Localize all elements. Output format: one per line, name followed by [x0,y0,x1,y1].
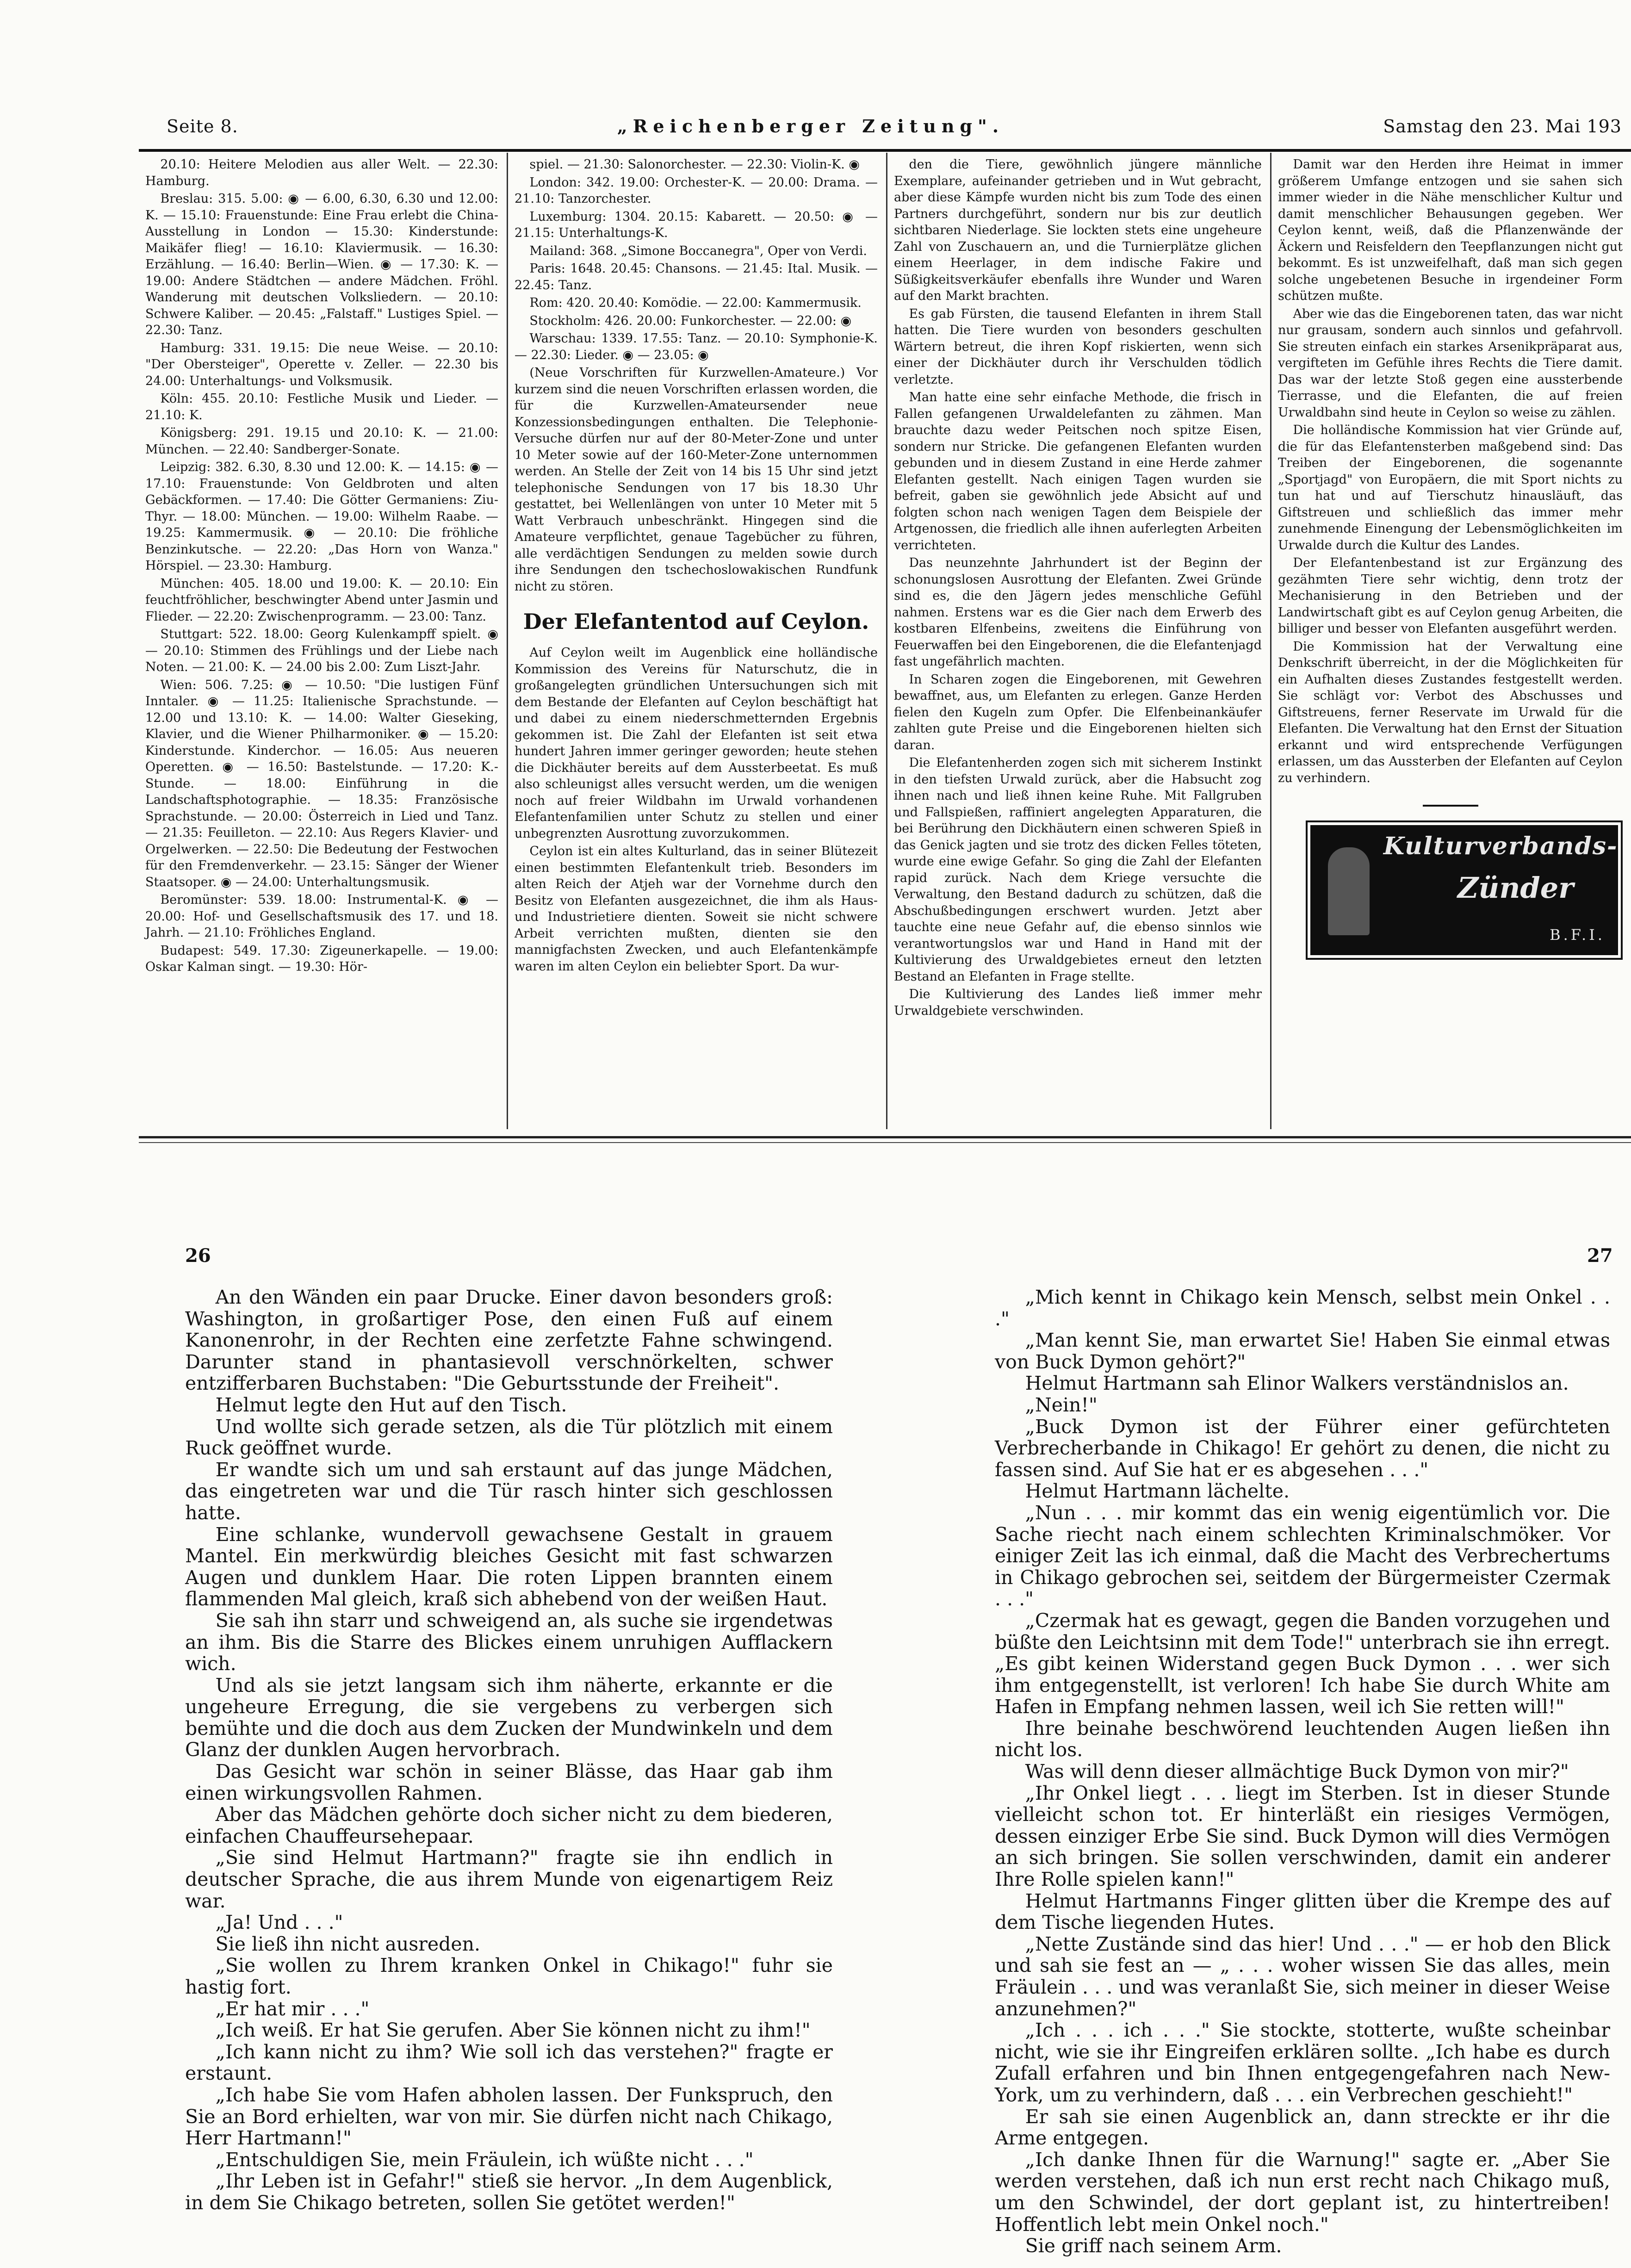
novel-paragraph: Sie sah ihn starr und schweigend an, als suche sie irgendetwas an ihm. Bis die Starre des Blickes einem unruhigen Aufflackern wich. [185,1609,833,1675]
page-header [167,116,1622,143]
radio-notices-column [507,153,886,1129]
advert-line-1: Kulturverbands- [1383,832,1618,860]
article-continued-column [1270,153,1631,1129]
novel-paragraph: „Nein!" [1025,1393,1098,1416]
novel-page-left [185,1286,833,2214]
novel-paragraph: „Ich weiß. Er hat Sie gerufen. Aber Sie können nicht zu ihm!" [215,2019,811,2042]
advert-line-3: B.F.I. [1550,926,1605,944]
novel-paragraph: „Czermak hat es gewagt, gegen die Banden vorzugehen und büßte den Leichtsinn mit dem Tode!" unterbrach sie ihn erregt. „Es gibt keinen Widerstand gegen Buck Dymon . . . wer sich ihm entgegenstellt, ist verloren! Ich habe Sie durch White am Hafen in Empfang nehmen lassen, weil ich Sie retten will!" [995,1609,1610,1718]
novel-paragraph: „Sie sind Helmut Hartmann?" fragte sie ihn endlich in deutscher Sprache, die aus ihrem Munde von eigenartigem Reiz war. [185,1846,833,1912]
article-end-rule [1423,805,1478,807]
article-paragraph: den die Tiere, gewöhnlich jüngere männliche Exemplare, aufeinander getrieben und in Wut gebracht, aber diese Kämpfe wurden nicht bis zum Tode des einen Partners durchgeführt, sondern nur bis zur deutlich sichtbaren Niederlage. Sie lockten stets eine ungeheure Zahl von Zuschauern an, und die Turnierplätze glichen einem Heerlager, in dem indische Fakire und Süßigkeitsverkäufer ebenfalls ihre Wunder und Waren auf den Markt brachten. [894,157,1262,303]
article-body-part-1 [515,645,878,975]
radio-program-entry: Hamburg: 331. 19.15: Die neue Weise. — 20.10: "Der Obersteiger", Operette v. Zeller. — 22.30 bis 24.00: Unterhaltungs- und Volksmusik. [145,341,498,388]
radio-program-entry: Köln: 455. 20.10: Festliche Musik und Lieder. — 21.10: K. [145,391,498,423]
radio-program-entry: Breslau: 315. 5.00: ◉ — 6.00, 6.30, 6.30 und 12.00: K. — 15.10: Frauenstunde: Eine Frau erlebt die China-Ausstellung in London — 15.30: Kinderstunde: Maikäfer flieg! — 16.10: Klaviermusik. — 16.30: Erzählung. — 16.40: Berlin—Wien. ◉ — 17.30: K. — 19.00: Andere Städtchen — andere Mädchen. Fröhl. Wanderung mit deutschen Volksliedern. — 20.10: Schwere Kaliber. — 20.45: „Falstaff." Lustiges Spiel. — 22.30: Tanz. [145,192,498,337]
novel-paragraph: Helmut legte den Hut auf den Tisch. [215,1393,567,1416]
radio-program-entry: Luxemburg: 1304. 20.15: Kabarett. — 20.50: ◉ — 21.15: Unterhaltungs-K. [515,209,878,240]
radio-program-entry: Paris: 1648. 20.45: Chansons. — 21.45: Ital. Musik. — 22.45: Tanz. [515,261,878,292]
novel-paragraph: „Sie wollen zu Ihrem kranken Onkel in Chikago!" fuhr sie hastig fort. [185,1954,833,1998]
novel-paragraph: Sie griff nach seinem Arm. [1025,2235,1282,2257]
header-date: Samstag den 23. Mai 193 [1383,116,1622,137]
article-body-part-2 [886,153,1270,1129]
article-heading: Der Elefantentod auf Ceylon. [523,609,869,634]
novel-paragraph: Ihre beinahe beschwörend leuchtenden Augen ließen ihn nicht los. [995,1717,1610,1761]
novel-page-number-left: 26 [185,1245,211,1267]
article-paragraph: Das neunzehnte Jahrhundert ist der Beginn der schonungslosen Ausrottung der Elefanten. Zwei Gründe sind es, die den Jägern jedes menschliche Gefühl nahmen. Erstens war es die Gier nach dem Erwerb des kostbaren Elfenbeins, zweitens die Einführung von Feuerwaffen bei den Eingeborenen, die die Elefantenjagd fast ungefährlich machten. [894,556,1262,669]
novel-paragraph: Er sah sie einen Augenblick an, dann streckte er ihr die Arme entgegen. [995,2105,1610,2150]
novel-paragraph: An den Wänden ein paar Drucke. Einer davon besonders groß: Washington, in großartiger Pose, den einen Fuß auf einem Kanonenrohr, in der Rechten eine zerfetzte Fahne schwingend. Darunter stand in phantasievoll verschnörkelten, schwer entzifferbaren Buchstaben: "Die Geburtsstunde der Freiheit". [185,1286,833,1395]
novel-paragraph: „Ich danke Ihnen für die Warnung!" sagte er. „Aber Sie werden verstehen, daß ich nun erst recht nach Chikago muß, um den Schwindel, der dort geplant ist, zu hintertreiben! Hoffentlich lebt mein Onkel noch." [995,2148,1610,2236]
article-paragraph: Die Elefantenherden zogen sich mit sicherem Instinkt in den tiefsten Urwald zurück, aber die Habsucht zog ihnen nach und ließ ihnen keine Ruhe. Mit Fallgruben und Fallspießen, raffiniert angelegten Apparaturen, die bei Berührung den Dickhäutern einen schweren Spieß in das Genick jagten und sie trotz des dicken Felles töteten, wurde eine ewige Gefahr. So ging die Zahl der Elefanten rapid zurück. Nach dem Kriege versuchte die Verwaltung, den Bestand dadurch zu schützen, daß die Abschußbedingungen erschwert wurden. Jetzt aber tauchte eine neue Gefahr auf, die ebenso sinnlos wie verantwortungslos war und Hand in Hand mit der Kultivierung des Urwaldgebietes erneut den letzten Bestand an Elefanten in Frage stellte. [894,756,1262,984]
section-rule [139,1136,1631,1138]
top-columns [139,153,1631,1129]
novel-page-right [995,1286,1610,2257]
novel-paragraph: Eine schlanke, wundervoll gewachsene Gestalt in grauem Mantel. Ein merkwürdig bleiches Gesicht mit fast schwarzen Augen und dunklem Haar. Die roten Lippen brannten einem flammenden Mal gleich, kraß sich abhebend von der weißen Haut. [185,1523,833,1610]
radio-program-entry: München: 405. 18.00 und 19.00: K. — 20.10: Ein feuchtfröhlicher, beschwingter Abend unter Jasmin und Flieder. — 22.20: Zwischenprogramm. — 23.00: Tanz. [145,576,498,624]
radio-program-entry: Wien: 506. 7.25: ◉ — 10.50: "Die lustigen Fünf Inntaler. ◉ — 11.25: Italienische Sprachstunde. — 12.00 und 13.10: K. — 14.00: Walter Gieseking, Klavier, und die Wiener Philharmoniker. ◉ — 15.20: Kinderstunde. Kinderchor. — 16.05: Aus neueren Operetten. ◉ — 16.50: Bastelstunde. — 17.20: K.-Stunde. — 18.00: Einführung in die Landschaftsphotographie. — 18.35: Französische Sprachstunde. — 20.00: Österreich in Lied und Tanz. — 21.35: Feuilleton. — 22.10: Aus Regers Klavier- und Orgelwerken. — 22.50: Die Bedeutung der Festwochen für den Fremdenverkehr. — 23.15: Sänger der Wiener Staatsoper. ◉ — 24.00: Unterhaltungsmusik. [145,677,498,889]
article-paragraph: Die holländische Kommission hat vier Gründe auf, die für das Elefantensterben maßgebend sind: Das Treiben der Eingeborenen, die sogenannte „Sportjagd" von Europäern, die mit Sport nichts zu tun hat und auf Tierschutz hinausläuft, das Giftstreuen und schließlich das immer mehr zunehmende Einengung der Lebensmöglichkeiten im Urwalde durch die Kultur des Landes. [1278,423,1623,553]
section-rule-thin [139,1142,1631,1143]
novel-paragraph: Aber das Mädchen gehörte doch sicher nicht zu dem biederen, einfachen Chauffeursehepaar. [185,1803,833,1847]
radio-program-entry: Warschau: 1339. 17.55: Tanz. — 20.10: Symphonie-K. — 22.30: Lieder. ◉ — 23.05: ◉ [515,331,878,362]
header-rule [139,149,1631,152]
article-paragraph: Damit war den Herden ihre Heimat in immer größerem Umfange entzogen und sie sahen sich immer wieder in die Nähe menschlicher Kultur und damit menschlicher Behausungen gegeben. Wer Ceylon kennt, weiß, daß die Pflanzenwände der Äckern und Reisfeldern den Teepflanzungen nicht gut bekommt. Es ist unzweifelhaft, daß man sich gegen solche ungebetenen Besuche in irgendeiner Form schützen mußte. [1278,157,1623,303]
article-paragraph: Die Kultivierung des Landes ließ immer mehr Urwaldgebiete verschwinden. [894,987,1262,1018]
radio-program-entry: Stuttgart: 522. 18.00: Georg Kulenkampff spielt. ◉ — 20.10: Stimmen des Frühlings und der Liebe nach Noten. — 21.00: K. — 24.00 bis 2.00: Zum Liszt-Jahr. [145,627,498,674]
novel-paragraph: Er wandte sich um und sah erstaunt auf das junge Mädchen, das eingetreten war und die Tür rasch hinter sich geschlossen hatte. [185,1458,833,1524]
novel-paragraph: „Nun . . . mir kommt das ein wenig eigentümlich vor. Die Sache riecht nach einem schlechten Kriminalschmöker. Vor einiger Zeit las ich einmal, daß die Macht des Verbrechertums in Chikago gebrochen sei, seitdem der Bürgermeister Czermak . . ." [995,1501,1610,1610]
radio-program-entry: 20.10: Heitere Melodien aus aller Welt. — 22.30: Hamburg. [145,157,498,188]
article-paragraph: Die Kommission hat der Verwaltung eine Denkschrift überreicht, in der die Möglichkeiten für ein Aufhalten dieses Zustandes festgestellt werden. Sie schlägt vor: Verbot des Abschusses und Giftstreuens, ferner Reservate im Urwald für die Elefanten. Die Verwaltung hat den Ernst der Situation erkannt und wird entsprechende Verfügungen erlassen, um das Aussterben der Elefanten auf Ceylon zu verhindern. [1278,639,1623,785]
header-page-label: Seite 8. [167,116,238,137]
novel-paragraph: Was will denn dieser allmächtige Buck Dymon von mir?" [1025,1760,1569,1783]
radio-program-entry: Leipzig: 382. 6.30, 8.30 und 12.00: K. — 14.15: ◉ — 17.10: Frauenstunde: Von Geldbroten und alten Gebäckformen. — 17.40: Die Götter Germaniens: Ziu-Thyr. — 18.00: München. — 19.00: Wilhelm Raabe. — 19.25: Kammermusik. ◉ — 20.10: Die fröhliche Benzinkutsche. — 22.20: „Das Horn von Wanza." Hörspiel. — 23.30: Hamburg. [145,460,498,573]
article-body-part-3 [1278,156,1623,786]
radio-program-entry: Stockholm: 426. 20.00: Funkorchester. — 22.00: ◉ [529,313,852,328]
advert-line-2: Zünder [1457,871,1574,905]
radio-program-entry: Beromünster: 539. 18.00: Instrumental-K. ◉ — 20.00: Hof- und Gesellschaftsmusik des 17. und 18. Jahrh. — 21.10: Fröhliches England. [145,893,498,940]
novel-paragraph: Und als sie jetzt langsam sich ihm näherte, erkannte er die ungeheure Erregung, die sie vergebens zu verbergen sich bemühte und die doch aus dem Zucken der Mundwinkeln und dem Glanz der dunklen Augen hervorbrach. [185,1674,833,1761]
article-paragraph: Der Elefantenbestand ist zur Ergänzung des gezähmten Tiere sehr wichtig, denn trotz der Mechanisierung in den Betrieben und der Landwirtschaft gibt es auf Ceylon genug Arbeiten, die billiger und besser von Elefanten ausgeführt werden. [1278,556,1623,636]
radio-program-entry: London: 342. 19.00: Orchester-K. — 20.00: Drama. — 21.10: Tanzorchester. [515,175,878,206]
article-paragraph: Aber wie das die Eingeborenen taten, das war nicht nur grausam, sondern auch sinnlos und gefahrvoll. Sie streuten einfach ein starkes Arsenikpräparat aus, vergifteten im Gefühle ihres Rechts die Tiere damit. Das war der letzte Stoß gegen eine aussterbende Tierrasse, und die Elefanten, die auf freien Urwaldbahn sind heute in Ceylon so weise zu zählen. [1278,306,1623,420]
radio-program-entry: (Neue Vorschriften für Kurzwellen-Amateure.) Vor kurzem sind die neuen Vorschriften erlassen worden, die für die Kurzwellen-Amateursender neue Konzessionsbedingungen enthalten. Die Telephonie-Versuche dürfen nur auf der 80-Meter-Zone und unter 10 Meter sowie auf der 160-Meter-Zone unternommen werden. An Stelle der Zeit von 14 bis 15 Uhr sind jetzt telephonische Sendungen von 17 bis 18.30 Uhr gestattet, bei Wellenlängen von unter 10 Meter mit 5 Watt Verbrauch unbeschränkt. Hingegen sind die Amateure verpflichtet, genaue Tagebücher zu führen, alle verdächtigen Sendungen zu melden sowie durch ihre Sendungen den tschechoslowakischen Rundfunk nicht zu stören. [515,366,878,594]
novel-paragraph: „Ich habe Sie vom Hafen abholen lassen. Der Funkspruch, den Sie an Bord erhielten, war von mir. Sie dürfen nicht nach Chikago, Herr Hartmann!" [185,2083,833,2150]
radio-program-entry: Mailand: 368. „Simone Boccanegra", Oper von Verdi. [529,243,867,258]
novel-page-number-right: 27 [1587,1245,1613,1267]
novel-paragraph: „Entschuldigen Sie, mein Fräulein, ich wüßte nicht . . ." [215,2148,754,2171]
radio-program-column [139,153,507,1129]
novel-paragraph: „Man kennt Sie, man erwartet Sie! Haben Sie einmal etwas von Buck Dymon gehört?" [995,1329,1610,1373]
article-paragraph: Man hatte eine sehr einfache Methode, die frisch in Fallen gefangenen Urwaldelefanten zu zähmen. Man brauchte dazu weder Peitschen noch spitze Eisen, sondern nur Stricke. Die gefangenen Elefanten wurden gebunden und in diesem Zustand in eine Herde zahmer Elefanten gestellt. Nach einigen Tagen wurden sie befreit, gaben sie gewöhnlich jede Absicht auf und folgten schon nach wenigen Tagen dem Beispiele der Artgenossen, die friedlich alle ihnen auferlegten Arbeiten verrichteten. [894,390,1262,553]
article-paragraph: Auf Ceylon weilt im Augenblick eine holländische Kommission des Vereins für Naturschutz, die in großangelegten gründlichen Untersuchungen sich mit dem Bestande der Elefanten auf Ceylon beschäftigt hat und dabei zu einem niederschmetternden Ergebnis gekommen ist. Die Zahl der Elefanten ist seit etwa hundert Jahren immer geringer geworden; heute stehen die Dickhäuter bereits auf dem Aussterbeetat. Es muß also schleunigst alles versucht werden, um die wenigen noch auf freier Wildbahn im Urwald vorhandenen Elefantenfamilien unter Schutz zu stellen und einer unbegrenzten Ausrottung zuvorzukommen. [515,646,878,841]
novel-paragraph: „Ihr Leben ist in Gefahr!" stieß sie hervor. „In dem Augenblick, in dem Sie Chikago betreten, sollen Sie getötet werden!" [185,2170,833,2214]
novel-paragraph: Sie ließ ihn nicht ausreden. [215,1932,481,1955]
novel-paragraph: Das Gesicht war schön in seiner Blässe, das Haar gab ihm einen wirkungsvollen Rahmen. [185,1760,833,1804]
novel-paragraph: „Ich kann nicht zu ihm? Wie soll ich das verstehen?" fragte er erstaunt. [185,2040,833,2085]
radio-program-entry: Königsberg: 291. 19.15 und 20.10: K. — 21.00: München. — 22.40: Sandberger-Sonate. [145,426,498,457]
article-paragraph: In Scharen zogen die Eingeborenen, mit Gewehren bewaffnet, aus, um Elefanten zu erlegen. Ganze Herden fielen den Kugeln zum Opfer. Die Elfenbeinankäufer zahlten gute Preise und die Eingeborenen hielten sich daran. [894,672,1262,752]
radio-program-entry: Rom: 420. 20.40: Komödie. — 22.00: Kammermusik. [529,296,862,310]
matches-advertisement [1310,825,1618,955]
advert-figure-image [1328,847,1370,935]
novel-paragraph: Helmut Hartmanns Finger glitten über die Krempe des auf dem Tische liegenden Hutes. [995,1889,1610,1934]
radio-program-continued [515,156,878,595]
article-paragraph: Ceylon ist ein altes Kulturland, das in seiner Blütezeit einen bestimmten Elefantenkult trieb. Besonders im alten Reich der Atjeh war der Vornehme durch den Besitz von Elefanten ausgezeichnet, die ihm als Haus- und Industrietiere dienten. Soweit sie nicht schwere Arbeit verrichten mußten, dienten sie den mannigfachsten Zwecken, und auch Elefantenkämpfe waren im alten Ceylon ein beliebter Sport. Da wur- [515,844,878,974]
novel-paragraph: Helmut Hartmann lächelte. [1025,1480,1290,1503]
novel-paragraph: „Ich . . . ich . . ." Sie stockte, stotterte, wußte scheinbar nicht, wie sie ihr Eingreifen erklären sollte. „Ich habe es durch Zufall erfahren und bin Ihnen entgegengefahren nach New-York, um zu verhindern, daß . . . ein Verbrechen geschieht!" [995,2019,1610,2106]
newspaper-title: „Reichenberger Zeitung". [617,116,1005,137]
article-paragraph: Es gab Fürsten, die tausend Elefanten in ihrem Stall hatten. Die Tiere wurden von besonders geschulten Wärtern betreut, die ihren Kopf riskierten, wenn sich einer der Dickhäuter durch ihr Verschulden tödlich verletzte. [894,306,1262,387]
novel-paragraph: „Er hat mir . . ." [215,1997,370,2020]
novel-paragraph: „Buck Dymon ist der Führer einer gefürchteten Verbrecherbande in Chikago! Er gehört zu denen, die nicht zu fassen sind. Auf Sie hat er es abgesehen . . ." [995,1415,1610,1481]
novel-paragraph: „Nette Zustände sind das hier! Und . . ." — er hob den Blick und sah sie fest an — „ . . . woher wissen Sie das alles, mein Fräulein . . . und was veranlaßt Sie, sich meiner in dieser Weise anzunehmen?" [995,1932,1610,2020]
novel-paragraph: Helmut Hartmann sah Elinor Walkers verständnislos an. [1025,1372,1569,1395]
radio-program-entry: Budapest: 549. 17.30: Zigeunerkapelle. — 19.00: Oskar Kalman singt. — 19.30: Hör- [145,943,498,974]
novel-paragraph: „Ihr Onkel liegt . . . liegt im Sterben. Ist in dieser Stunde vielleicht schon tot. Er hinterläßt ein riesiges Vermögen, dessen einziger Erbe Sie sind. Buck Dymon will dies Vermögen an sich bringen. Sie sollen verschwinden, damit ein anderer Ihre Rolle spielen kann!" [995,1782,1610,1891]
radio-program-entry: spiel. — 21.30: Salonorchester. — 22.30: Violin-K. ◉ [529,157,860,172]
novel-paragraph: „Ja! Und . . ." [215,1911,343,1934]
novel-paragraph: Und wollte sich gerade setzen, als die Tür plötzlich mit einem Ruck geöffnet wurde. [185,1415,833,1460]
novel-paragraph: „Mich kennt in Chikago kein Mensch, selbst mein Onkel . . ." [995,1286,1610,1330]
